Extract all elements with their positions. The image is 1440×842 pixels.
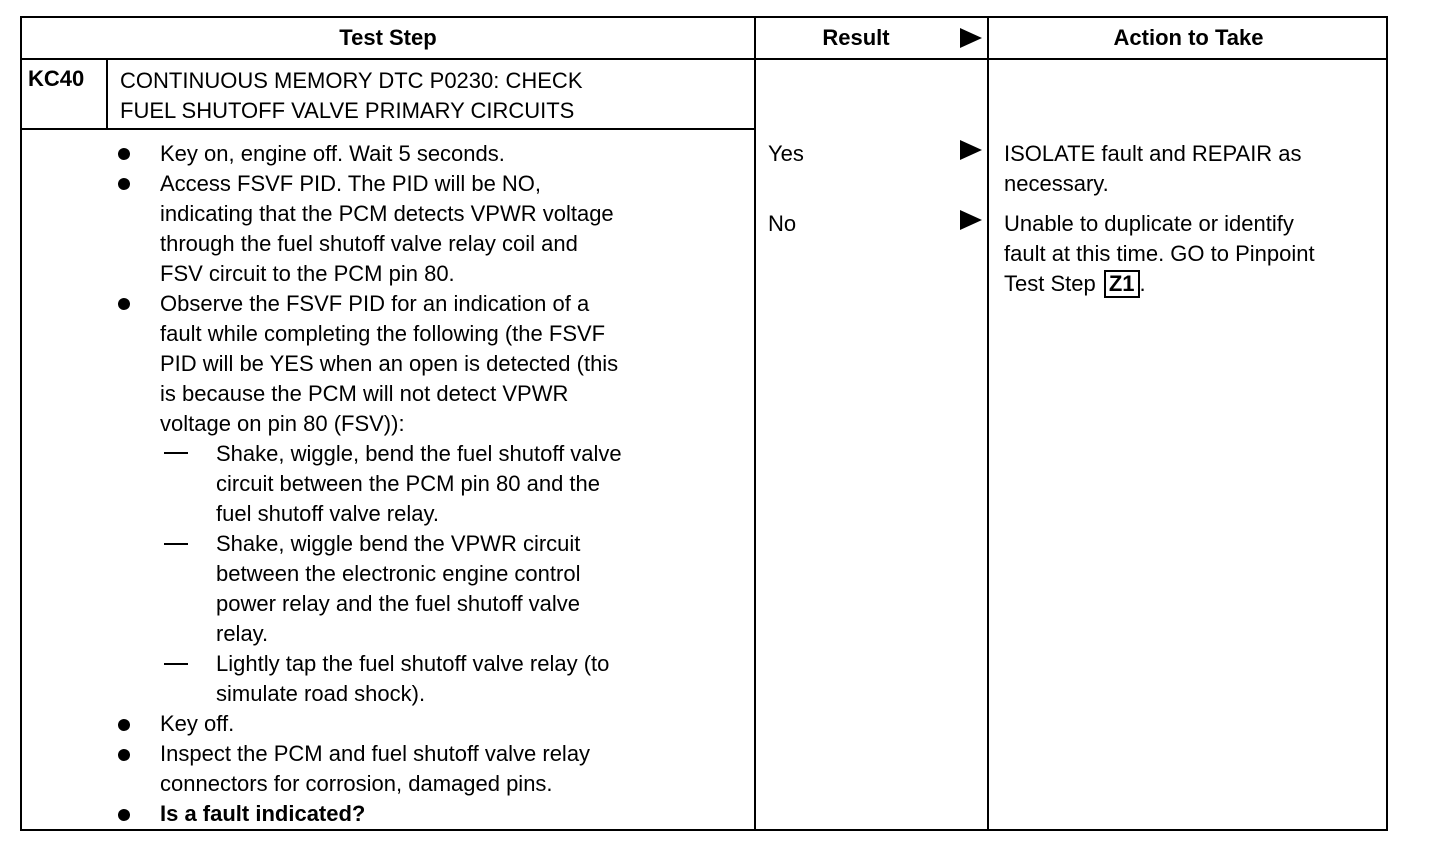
instruction-line: connectors for corrosion, damaged pins. — [160, 771, 553, 796]
step-id-divider — [106, 58, 108, 130]
instruction-line: Shake, wiggle bend the VPWR circuit — [216, 531, 581, 556]
instruction-line: is because the PCM will not detect VPWR — [160, 381, 569, 406]
header-divider — [22, 58, 1386, 60]
action-yes-line: necessary. — [1004, 171, 1109, 196]
instruction-line: Key off. — [160, 711, 235, 736]
instruction-line: Observe the FSVF PID for an indication of a — [160, 291, 590, 316]
header-action: Action to Take — [1113, 25, 1264, 50]
question-line: Is a fault indicated? — [160, 801, 366, 826]
instruction-line: Lightly tap the fuel shutoff valve relay (to — [216, 651, 610, 676]
step-title-line: CONTINUOUS MEMORY DTC P0230: CHECK — [120, 68, 583, 93]
instruction-line: simulate road shock). — [216, 681, 426, 706]
bullet-icon — [118, 148, 130, 160]
arrow-icon — [960, 28, 982, 48]
bullet-icon — [118, 178, 130, 190]
result-no: No — [768, 211, 797, 236]
column-divider — [987, 18, 989, 829]
instruction-line: power relay and the fuel shutoff valve — [216, 591, 581, 616]
action-yes-line: ISOLATE fault and REPAIR as — [1004, 141, 1302, 166]
action-no-line: Unable to duplicate or identify — [1004, 211, 1294, 236]
action-no-prefix: Test Step — [1004, 271, 1096, 296]
test-step-table — [20, 16, 1388, 831]
step-title-divider — [22, 128, 754, 130]
result-yes: Yes — [768, 141, 804, 166]
dash-icon — [164, 543, 188, 545]
step-id: KC40 — [28, 66, 85, 91]
header-test-step: Test Step — [339, 25, 437, 50]
step-title-line: FUEL SHUTOFF VALVE PRIMARY CIRCUITS — [120, 98, 575, 123]
test-step-reference[interactable]: Z1 — [1104, 270, 1140, 298]
instruction-line: voltage on pin 80 (FSV)): — [160, 411, 405, 436]
instruction-line: Shake, wiggle, bend the fuel shutoff valve — [216, 441, 622, 466]
instruction-line: FSV circuit to the PCM pin 80. — [160, 261, 455, 286]
instruction-line: fault while completing the following (the FSVF — [160, 321, 606, 346]
bullet-icon — [118, 749, 130, 761]
bullet-icon — [118, 298, 130, 310]
action-no-line: fault at this time. GO to Pinpoint — [1004, 241, 1315, 266]
instruction-line: Key on, engine off. Wait 5 seconds. — [160, 141, 505, 166]
column-divider — [754, 18, 756, 829]
arrow-icon — [960, 140, 982, 160]
dash-icon — [164, 452, 188, 454]
instruction-line: circuit between the PCM pin 80 and the — [216, 471, 601, 496]
step-title — [120, 66, 740, 126]
instruction-line: Inspect the PCM and fuel shutoff valve relay — [160, 741, 591, 766]
instruction-line: fuel shutoff valve relay. — [216, 501, 439, 526]
header-result: Result — [822, 25, 890, 50]
instruction-line: relay. — [216, 621, 269, 646]
dash-icon — [164, 663, 188, 665]
arrow-icon — [960, 210, 982, 230]
instruction-line: PID will be YES when an open is detected (this — [160, 351, 619, 376]
instruction-line: between the electronic engine control — [216, 561, 581, 586]
bullet-icon — [118, 719, 130, 731]
instruction-line: Access FSVF PID. The PID will be NO, — [160, 171, 542, 196]
instruction-line: through the fuel shutoff valve relay coil and — [160, 231, 578, 256]
instruction-line: indicating that the PCM detects VPWR voltage — [160, 201, 614, 226]
bullet-icon — [118, 809, 130, 821]
action-no-suffix: . — [1139, 271, 1146, 296]
action-no-line — [1004, 269, 1146, 299]
